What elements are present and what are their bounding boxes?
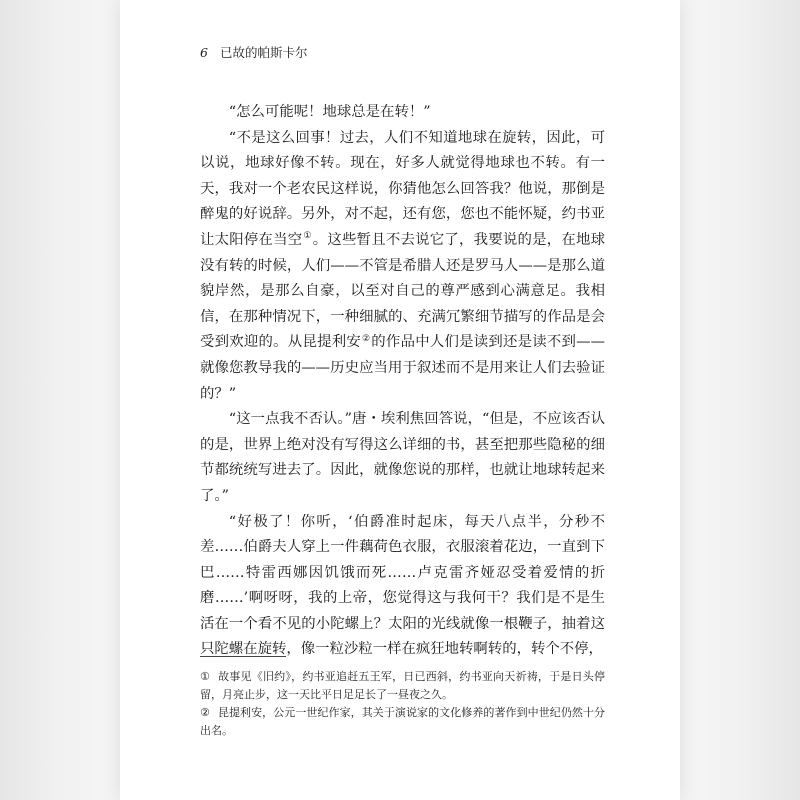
footnote-reference[interactable]: ② [361,333,371,344]
footnote [200,668,605,704]
footnotes [200,668,605,740]
footnote-text: 故事见《旧约》，约书亚追赶五王军，日已西斜，约书亚向天祈祷，于是日头停留，月亮止步，这一天比平日足足长了一昼夜之久。 [200,670,605,701]
paragraph-text: “不是这么回事！过去，人们不知道地球在旋转，因此，可以说，地球好像不转。现在，好多人就觉得地球也不转。有一天，我对一个老农民这样说，你猜他怎么回答我？他说，那倒是醉鬼的好说辞。另外，对不起，还有您，您也不能怀疑，约书亚让太阳停在当空 [200,129,605,248]
paragraph: “好极了！你听，‘伯爵准时起床，每天八点半，分秒不差……伯爵夫人穿上一件藕荷色衣服，衣服滚着花边，一直到下巴……特雷西娜因饥饿而死……卢克雷齐娅忍受着爱情的折磨……’啊呀呀，我的上帝，您觉得这与我何干？我们是不是生活在一个看不见的小陀螺上？太阳的光线就像一根鞭子，抽着这只陀螺在旋转，像一粒沙粒一样在疯狂地转啊转的，转个不停， [200,513,605,658]
paragraph [200,126,605,408]
book-page [120,0,680,800]
footnote-reference[interactable]: ① [303,231,312,242]
body-text [200,100,605,663]
footnote-divider [200,656,286,657]
paragraph: “怎么可能呢！地球总是在转！” [228,104,431,120]
book-title: 已故的帕斯卡尔 [219,45,308,60]
page-number: 6 [200,45,208,60]
footnote-number: ② [200,706,210,719]
paragraph-text: 。这些暂且不去说它了，我要说的是，在地球没有转的时候，人们——不管是希腊人还是罗马人——是那么道貌岸然，是那么自豪，以至对自己的尊严感到心满意足。我相信，在那种情况下，一种细腻的、充满冗繁细节描写的作品是会受到欢迎的。从昆提利安 [200,231,605,351]
footnote [200,704,605,740]
footnote-number: ① [200,670,211,683]
footnote-text: 昆提利安，公元一世纪作家，其关于演说家的文化修养的著作到中世纪仍然十分出名。 [200,706,605,737]
paragraph-text: 的作品中人们是读到还是读不到——就像您教导我的——历史应当用于叙述而不是用来让人们去验证的？” [200,334,605,402]
paragraph: “这一点我不否认。”唐・埃利焦回答说，“但是，不应该否认的是，世界上绝对没有写得这么详细的书，甚至把那些隐秘的细节都统统写进去了。因此，就像您说的那样，也就让地球转起来了。” [200,411,605,504]
running-head [200,43,307,61]
